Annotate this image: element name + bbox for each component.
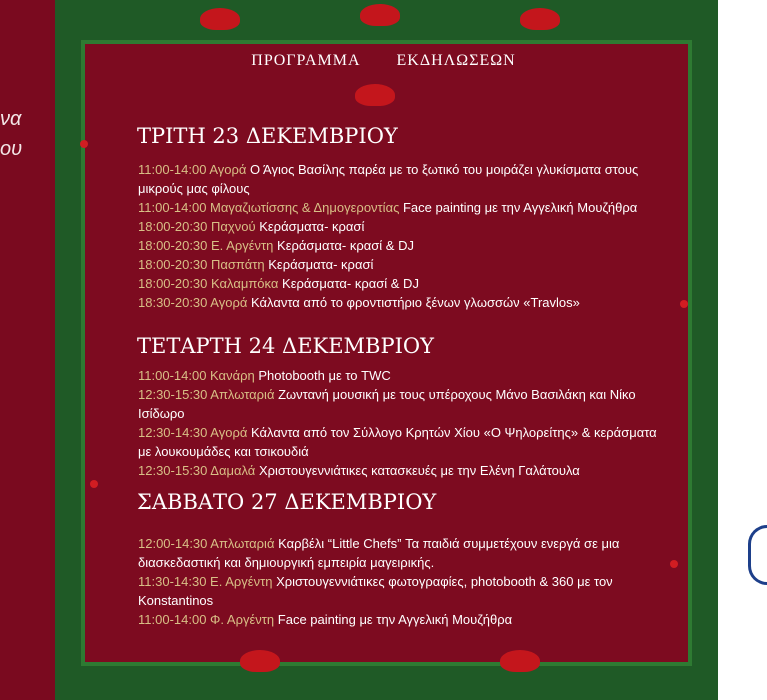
event-desc: Καρβέλι “Little Chefs” Τα παιδιά συμμετέχουν ενεργά σε μια διασκεδαστική και δημιουργική εμπειρία μαγειρικής. — [138, 536, 620, 570]
ribbon-bow-icon — [500, 650, 540, 672]
event-time-place: 18:00-20:30 Ε. Αργέντη — [138, 238, 274, 253]
event-item — [138, 385, 663, 423]
event-item — [138, 461, 663, 480]
event-item — [138, 255, 663, 274]
ribbon-bow-icon — [200, 8, 240, 30]
event-item — [138, 198, 663, 217]
event-desc: Ζωντανή μουσική με τους υπέροχους Μάνο Βασιλάκη και Νίκο Ισίδωρο — [138, 387, 636, 421]
event-desc: Κεράσματα- κρασί — [268, 257, 374, 272]
event-item — [138, 217, 663, 236]
event-time-place: 12:00-14:30 Απλωταριά — [138, 536, 275, 551]
event-time-place: 18:00-20:30 Παχνού — [138, 219, 256, 234]
event-item — [138, 366, 663, 385]
event-time-place: 11:30-14:30 Ε. Αργέντη — [138, 574, 273, 589]
berry-icon — [90, 480, 98, 488]
event-item — [138, 423, 663, 461]
ribbon-bow-icon — [355, 84, 395, 106]
event-desc: Κάλαντα από το φροντιστήριο ξένων γλωσσών «Travlos» — [251, 295, 580, 310]
event-time-place: 18:00-20:30 Πασπάτη — [138, 257, 265, 272]
event-item — [138, 293, 663, 312]
event-time-place: 11:00-14:00 Κανάρη — [138, 368, 255, 383]
event-time-place: 12:30-14:30 Αγορά — [138, 425, 248, 440]
event-desc: Face painting με την Αγγελική Μουζήθρα — [402, 200, 638, 215]
event-list — [138, 160, 663, 312]
event-time-place: 18:00-20:30 Καλαμπόκα — [138, 276, 279, 291]
ribbon-bow-icon — [360, 4, 400, 26]
title-word: ΕΚΔΗΛΩΣΕΩΝ — [396, 52, 516, 69]
event-desc: Face painting με την Αγγελική Μουζήθρα — [277, 612, 513, 627]
day-heading: ΤΡΙΤΗ 23 ΔΕΚΕΜΒΡΙΟΥ — [137, 124, 398, 148]
event-item — [138, 236, 663, 255]
event-time-place: 11:00-14:00 Μαγαζιωτίσσης & Δημογεροντίας — [138, 200, 400, 215]
event-item — [138, 534, 663, 572]
event-desc: Κεράσματα- κρασί — [259, 219, 365, 234]
page-title — [0, 52, 767, 70]
event-list — [138, 366, 663, 480]
event-item — [138, 160, 663, 198]
event-item — [138, 572, 663, 610]
berry-icon — [680, 300, 688, 308]
ribbon-bow-icon — [520, 8, 560, 30]
event-item — [138, 610, 663, 629]
logo — [748, 525, 767, 585]
event-desc: Κάλαντα από τον Σύλλογο Κρητών Χίου «Ο Ψηλορείτης» & κεράσματα με λουκουμάδες και τσικουδιά — [138, 425, 657, 459]
title-word: ΠΡΟΓΡΑΜΜΑ — [251, 52, 361, 69]
event-time-place: 18:30-20:30 Αγορά — [138, 295, 248, 310]
side-text: να — [0, 108, 22, 130]
side-text: ου — [0, 138, 23, 160]
event-item — [138, 274, 663, 293]
event-time-place: 12:30-15:30 Απλωταριά — [138, 387, 275, 402]
event-desc: Χριστουγεννιάτικες φωτογραφίες, photobooth & 360 με τον Konstantinos — [138, 574, 613, 608]
event-desc: Κεράσματα- κρασί & DJ — [277, 238, 414, 253]
event-time-place: 11:00-14:00 Φ. Αργέντη — [138, 612, 275, 627]
berry-icon — [80, 140, 88, 148]
event-time-place: 11:00-14:00 Αγορά — [138, 162, 247, 177]
berry-icon — [670, 560, 678, 568]
event-time-place: 12:30-15:30 Δαμαλά — [138, 463, 256, 478]
day-heading: ΣΑΒΒΑΤΟ 27 ΔΕΚΕΜΒΡΙΟΥ — [137, 490, 437, 514]
event-list — [138, 534, 663, 629]
event-desc: Ο Άγιος Βασίλης παρέα με το ξωτικό του μοιράζει γλυκίσματα στους μικρούς μας φίλους — [138, 162, 639, 196]
ribbon-bow-icon — [240, 650, 280, 672]
day-heading: ΤΕΤΑΡΤΗ 24 ΔΕΚΕΜΒΡΙΟΥ — [137, 334, 434, 358]
event-desc: Χριστουγεννιάτικες κατασκευές με την Ελένη Γαλάτουλα — [258, 463, 580, 478]
event-desc: Photobooth με το TWC — [258, 368, 391, 383]
event-desc: Κεράσματα- κρασί & DJ — [282, 276, 419, 291]
